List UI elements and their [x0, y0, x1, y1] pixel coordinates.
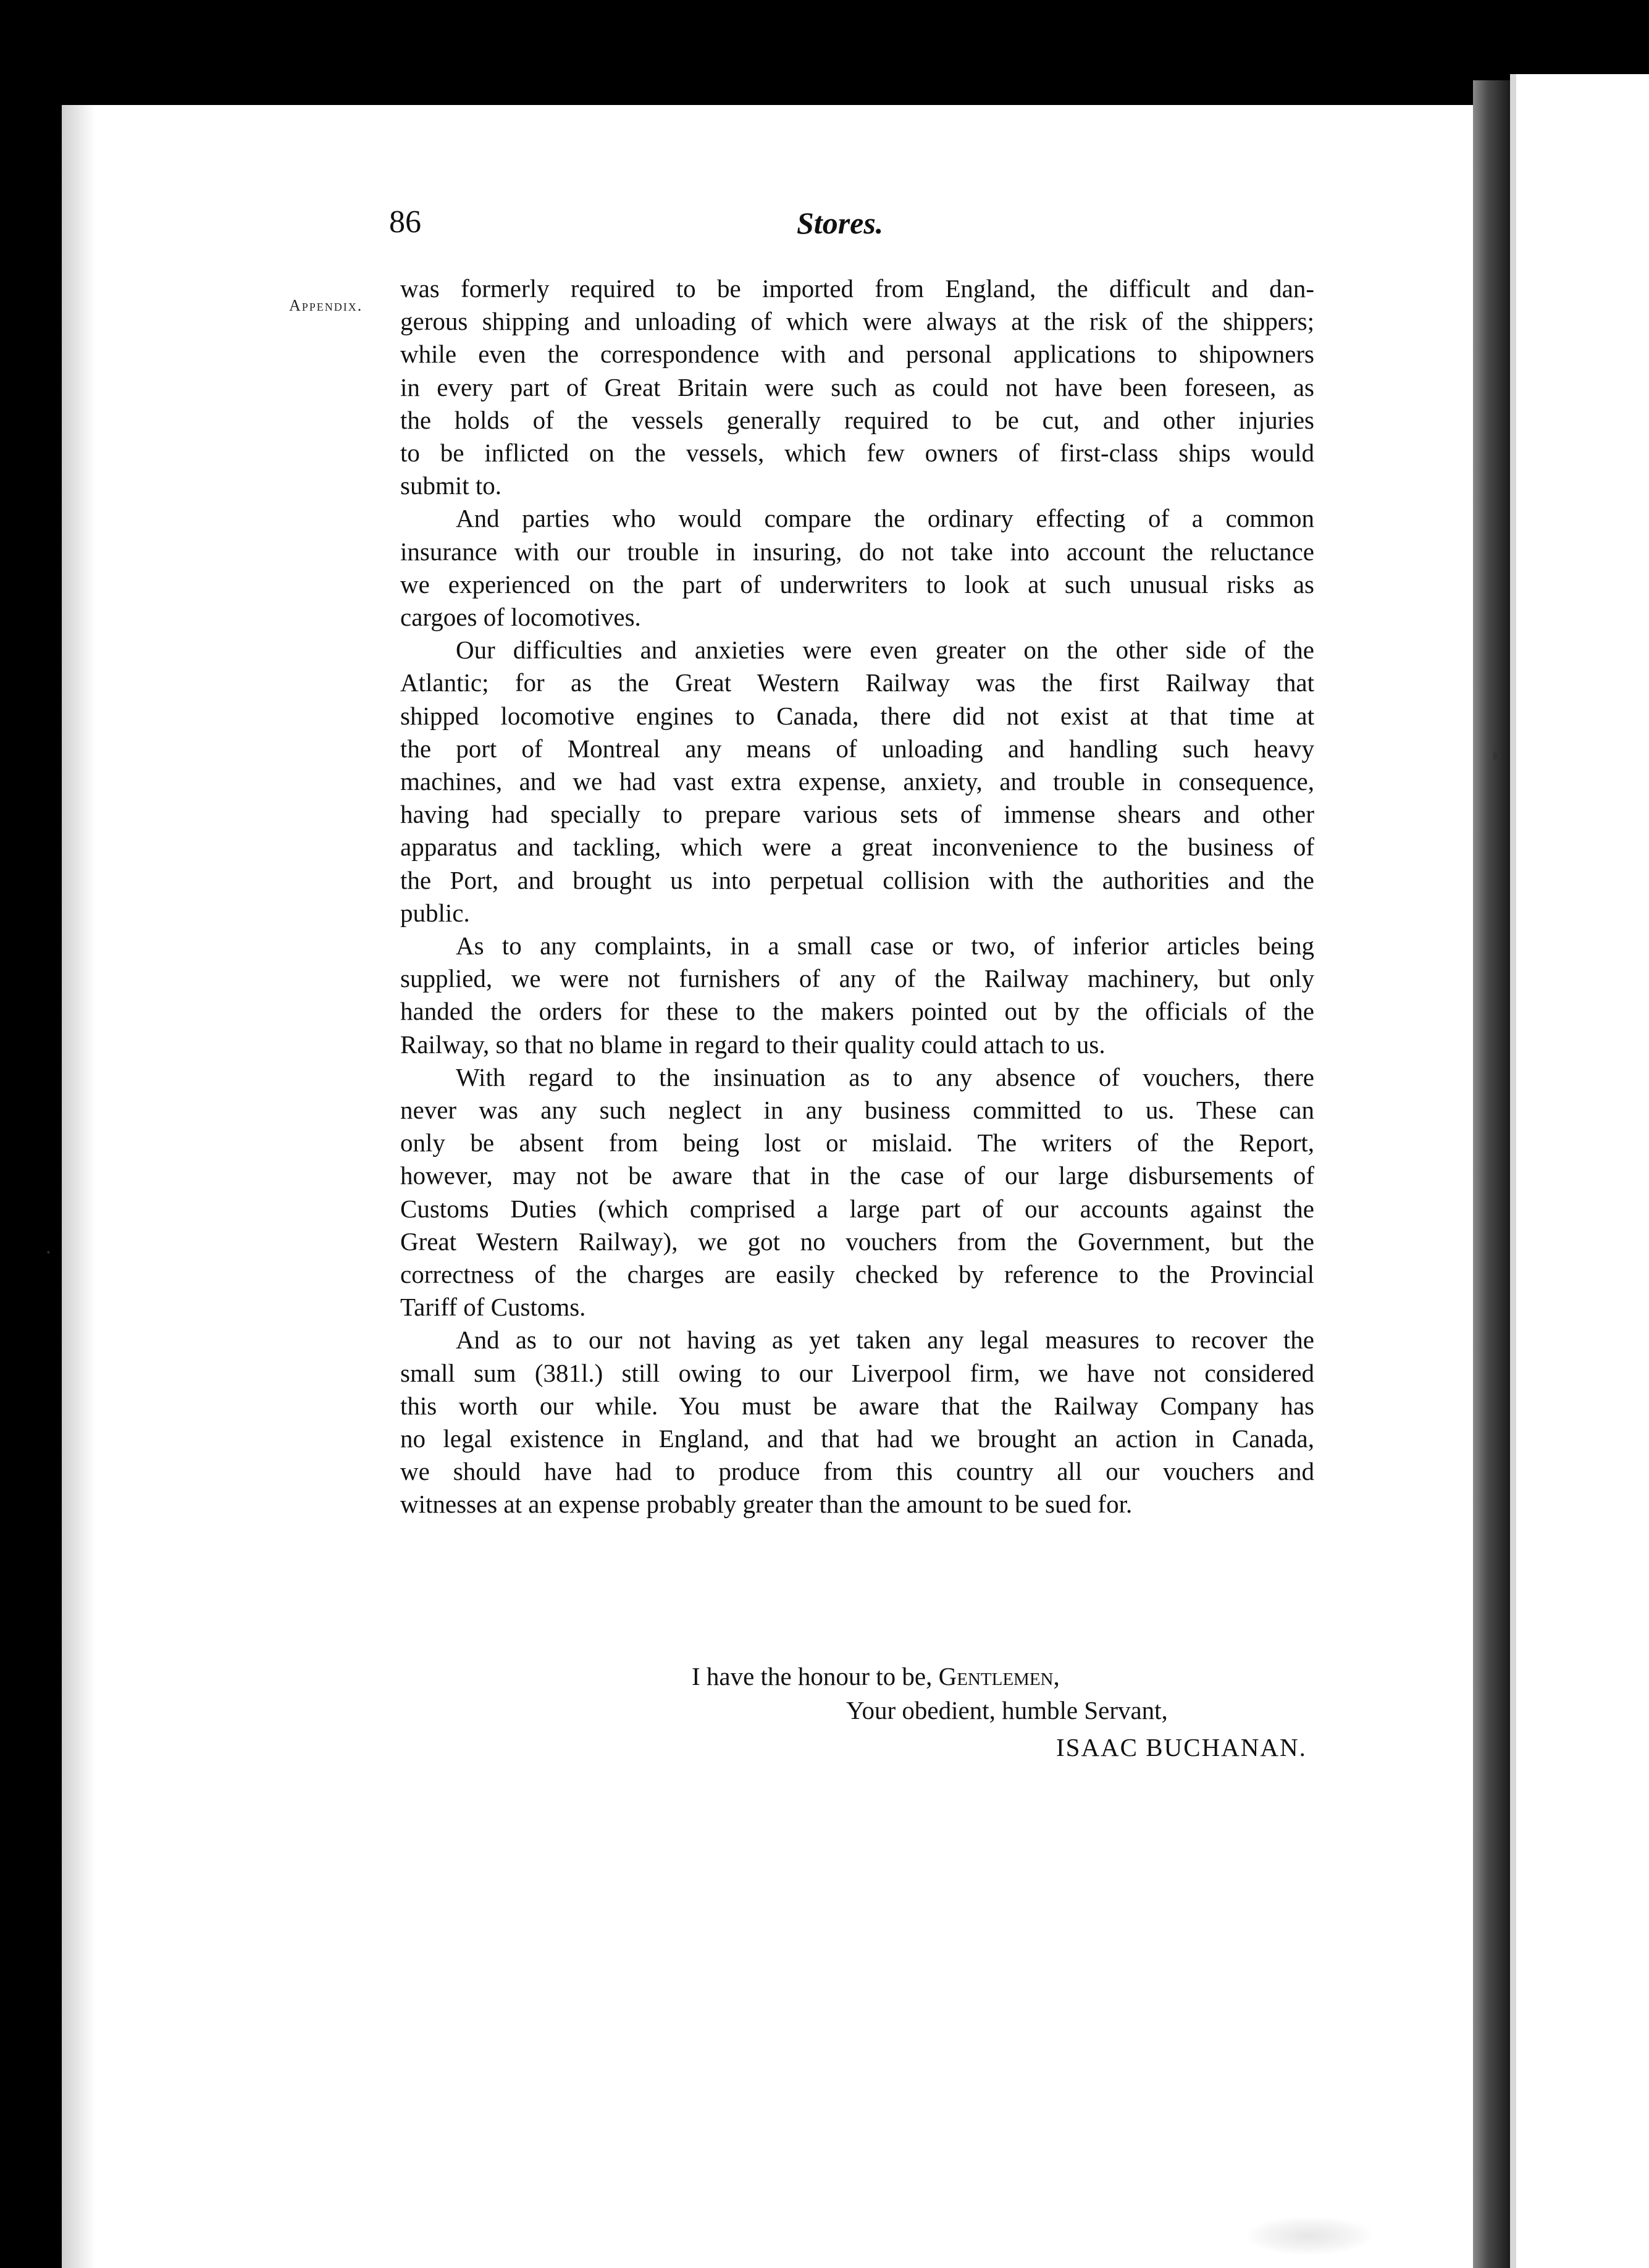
page-gutter: [62, 105, 96, 2268]
body-line: And as to our not having as yet taken any legal measures to recover the: [456, 1325, 1314, 1354]
body-line: having had specially to prepare various sets of immense shears and other: [400, 800, 1314, 828]
body-line: machines, and we had vast extra expense, anxiety, and trouble in consequence,: [400, 767, 1314, 796]
body-line: we experienced on the part of underwriters to look at such unusual risks as: [400, 570, 1314, 598]
signature: ISAAC BUCHANAN.: [1056, 1733, 1307, 1762]
body-line: however, may not be aware that in the case of our large disbursements of: [400, 1161, 1314, 1190]
book-spine-shadow: [1473, 80, 1510, 2268]
body-line: And parties who would compare the ordinary effecting of a common: [456, 504, 1314, 532]
body-line: to be inflicted on the vessels, which few owners of first-class ships would: [400, 439, 1314, 467]
body-line: insurance with our trouble in insuring, do not take into account the reluctance: [400, 537, 1314, 566]
body-line: As to any complaints, in a small case or two, of inferior articles being: [456, 931, 1314, 960]
closing-salutation: Gentlemen,: [938, 1662, 1060, 1690]
page-edge-mark: ▸: [1493, 746, 1503, 765]
body-line: while even the correspondence with and personal applications to shipowners: [400, 340, 1314, 368]
body-line: small sum (381l.) still owing to our Liverpool firm, we have not considered: [400, 1359, 1314, 1387]
body-line: no legal existence in England, and that had we brought an action in Canada,: [400, 1424, 1314, 1453]
body-line: we should have had to produce from this country all our vouchers and: [400, 1457, 1314, 1485]
facing-page-border: [1510, 74, 1516, 2268]
scan-smudge: [1248, 2217, 1371, 2254]
margin-note: Appendix.: [289, 296, 363, 314]
page-number: 86: [389, 204, 421, 240]
body-line: Tariff of Customs.: [400, 1293, 586, 1321]
body-line: apparatus and tackling, which were a great inconvenience to the business of: [400, 833, 1314, 861]
body-line: submit to.: [400, 471, 502, 500]
body-line: Atlantic; for as the Great Western Railway was the first Railway that: [400, 668, 1314, 697]
body-line: the holds of the vessels generally required to be cut, and other injuries: [400, 406, 1314, 434]
closing-line: [692, 1661, 1060, 1691]
body-line: was formerly required to be imported from England, the difficult and dan-: [400, 274, 1314, 303]
closing-servant-line: Your obedient, humble Servant,: [846, 1696, 1168, 1724]
body-line: public.: [400, 899, 470, 927]
body-line: witnesses at an expense probably greater than the amount to be sued for.: [400, 1490, 1133, 1518]
body-line: supplied, we were not furnishers of any of the Railway machinery, but only: [400, 964, 1314, 993]
scan-speck: ᛫: [43, 1245, 54, 1264]
body-line: never was any such neglect in any business committed to us. These can: [400, 1096, 1314, 1124]
body-line: Railway, so that no blame in regard to their quality could attach to us.: [400, 1030, 1106, 1059]
body-line: in every part of Great Britain were such as could not have been foreseen, as: [400, 373, 1314, 401]
body-line: gerous shipping and unloading of which were always at the risk of the shippers;: [400, 307, 1314, 335]
body-line: Our difficulties and anxieties were even greater on the other side of the: [456, 636, 1314, 664]
body-line: this worth our while. You must be aware that the Railway Company has: [400, 1392, 1314, 1420]
facing-page-edge: [1510, 74, 1649, 2268]
body-line: cargoes of locomotives.: [400, 603, 641, 631]
body-line: the port of Montreal any means of unloading and handling such heavy: [400, 734, 1314, 763]
closing-text: I have the honour to be,: [692, 1662, 939, 1690]
body-line: correctness of the charges are easily checked by reference to the Provincial: [400, 1260, 1314, 1288]
body-line: handed the orders for these to the makers pointed out by the officials of the: [400, 997, 1314, 1025]
body-line: Customs Duties (which comprised a large part of our accounts against the: [400, 1195, 1314, 1223]
body-line: With regard to the insinuation as to any absence of vouchers, there: [456, 1063, 1314, 1091]
body-line: only be absent from being lost or mislaid. The writers of the Report,: [400, 1128, 1314, 1157]
body-line: shipped locomotive engines to Canada, there did not exist at that time at: [400, 702, 1314, 730]
running-head: Stores.: [797, 206, 884, 240]
body-line: the Port, and brought us into perpetual collision with the authorities and the: [400, 866, 1314, 894]
body-line: Great Western Railway), we got no vouchers from the Government, but the: [400, 1227, 1314, 1256]
